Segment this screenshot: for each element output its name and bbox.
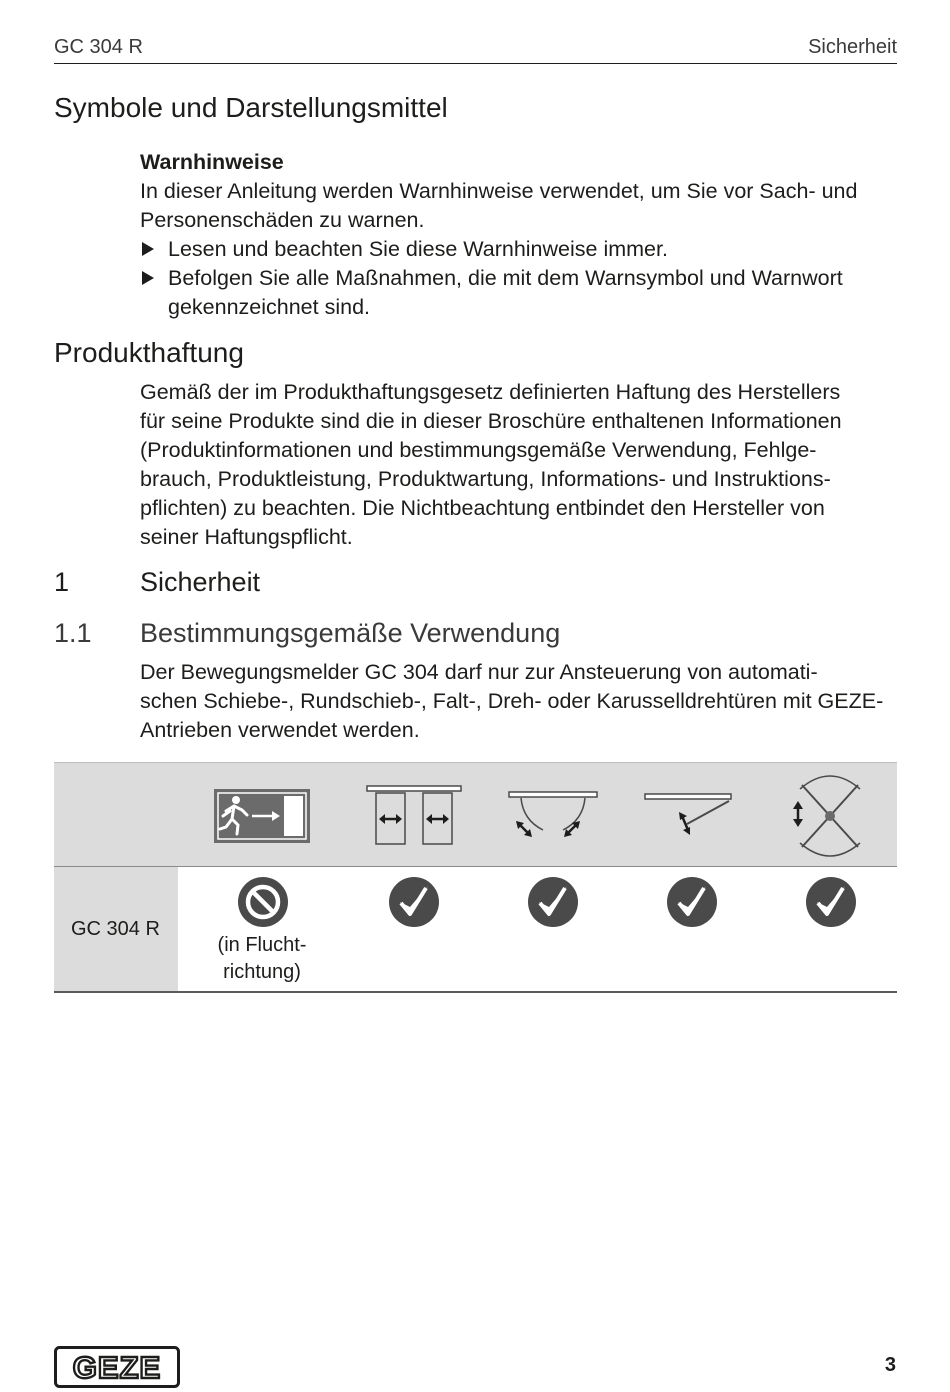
emergency-exit-icon bbox=[214, 789, 310, 843]
bullet-item bbox=[140, 235, 900, 264]
liability-heading: Produkthaftung bbox=[54, 337, 244, 368]
liability-line: Gemäß der im Produkthaftungsgesetz definierten Haftung des Herstellers bbox=[140, 380, 841, 404]
bullet-text: gekennzeichnet sind. bbox=[168, 295, 371, 319]
row-label-text: GC 304 R bbox=[71, 918, 160, 940]
liability-line: brauch, Produktleistung, Produktwartung, Informations- und Instruktions- bbox=[140, 467, 831, 491]
liability-line: (Produktinformationen und bestimmungsgemäße Verwendung, Fehlge- bbox=[140, 438, 817, 462]
swing-door-icon bbox=[643, 790, 735, 842]
usage-body bbox=[140, 658, 900, 745]
table-header-row bbox=[54, 762, 897, 867]
table-row-label bbox=[54, 867, 178, 992]
usage-line: Der Bewegungsmelder GC 304 darf nur zur Ansteuerung von automati- bbox=[140, 660, 818, 684]
symbols-body bbox=[140, 148, 900, 322]
header-chapter: Sicherheit bbox=[808, 36, 897, 58]
prohibited-icon bbox=[237, 876, 289, 928]
table-cell-note bbox=[204, 932, 320, 986]
liability-line: für seine Produkte sind die in dieser Broschüre enthaltenen Informationen bbox=[140, 409, 842, 433]
liability-body bbox=[140, 378, 900, 552]
page-number: 3 bbox=[884, 1354, 896, 1376]
bullet-triangle-icon bbox=[142, 271, 154, 285]
liability-line: seiner Haftungspflicht. bbox=[140, 525, 353, 549]
bullet-item bbox=[140, 264, 900, 322]
bullet-triangle-icon bbox=[142, 242, 154, 256]
section-number: 1 bbox=[54, 567, 70, 597]
subsection-title: Bestimmungsgemäße Verwendung bbox=[140, 618, 561, 648]
symbols-heading: Symbole und Darstellungsmittel bbox=[54, 92, 448, 123]
section-title: Sicherheit bbox=[140, 567, 261, 597]
usage-line: Antrieben verwendet werden. bbox=[140, 718, 420, 742]
page-header bbox=[54, 34, 897, 64]
bullet-text: Befolgen Sie alle Maßnahmen, die mit dem Warnsymbol und Warnwort bbox=[168, 266, 843, 290]
checkmark-icon bbox=[805, 876, 857, 928]
checkmark-icon bbox=[388, 876, 440, 928]
symbols-line-2: Personenschäden zu warnen. bbox=[140, 208, 425, 232]
usage-line: schen Schiebe-, Rundschieb-, Falt-, Dreh- oder Karusselldrehtüren mit GEZE- bbox=[140, 689, 884, 713]
logo-text: GEZE bbox=[72, 1350, 162, 1385]
symbols-line-1: In dieser Anleitung werden Warnhinweise verwendet, um Sie vor Sach- und bbox=[140, 179, 858, 203]
checkmark-icon bbox=[666, 876, 718, 928]
bullet-text: Lesen und beachten Sie diese Warnhinweise immer. bbox=[168, 237, 668, 261]
sliding-door-icon bbox=[365, 784, 463, 846]
subsection-number: 1.1 bbox=[54, 618, 92, 648]
note-line: richtung) bbox=[223, 961, 301, 983]
table-bottom-rule bbox=[54, 991, 897, 993]
geze-logo bbox=[54, 1346, 180, 1388]
compatibility-table bbox=[54, 762, 897, 993]
revolving-door-icon bbox=[788, 769, 872, 863]
header-product: GC 304 R bbox=[54, 36, 143, 58]
warnings-subtitle: Warnhinweise bbox=[140, 150, 284, 174]
note-line: (in Flucht- bbox=[217, 934, 307, 956]
checkmark-icon bbox=[527, 876, 579, 928]
liability-line: pflichten) zu beachten. Die Nichtbeachtung entbindet den Hersteller von bbox=[140, 496, 825, 520]
curved-sliding-door-icon bbox=[507, 790, 601, 844]
